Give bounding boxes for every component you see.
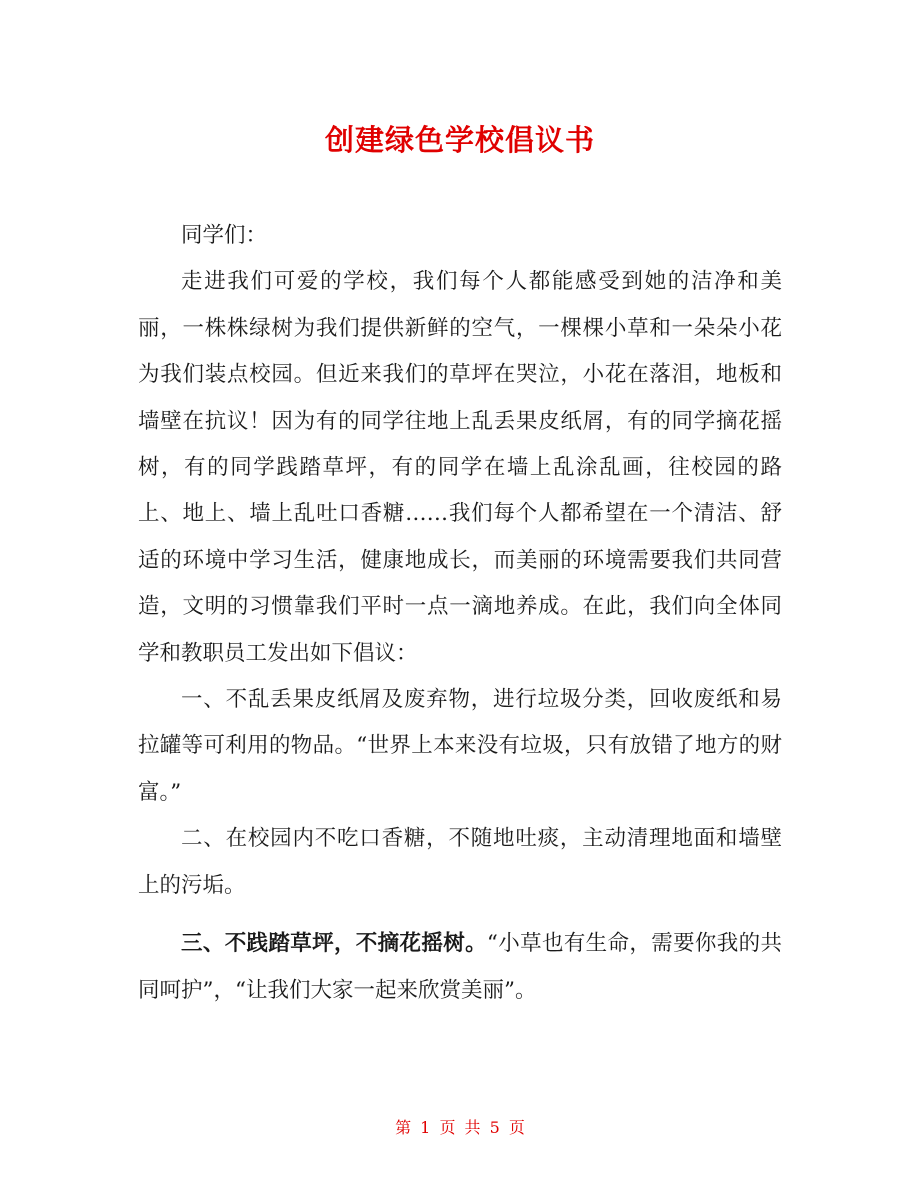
paragraph-item-2: 二、在校园内不吃口香糖，不随地吐痰，主动清理地面和墙壁上的污垢。 (138, 826, 782, 898)
paragraph-item-3-heading: 三、不践踏草坪，不摘花摇树。 (181, 931, 487, 957)
paragraph-item-3 (138, 921, 782, 1014)
paragraph-intro: 走进我们可爱的学校，我们每个人都能感受到她的洁净和美丽，一株株绿树为我们提供新鲜的空气，一棵棵小草和一朵朵小花为我们装点校园。但近来我们的草坪在哭泣，小花在落泪，地板和墙壁在抗议！因为有的同学往地上乱丢果皮纸屑，有的同学摘花摇树，有的同学践踏草坪，有的同学在墙上乱涂乱画，往校园的路上、地上、墙上乱吐口香糖……我们每个人都希望在一个清洁、舒适的环境中学习生活，健康地成长，而美丽的环境需要我们共同营造，文明的习惯靠我们平时一点一滴地养成。在此，我们向全体同学和教职员工发出如下倡议： (138, 269, 782, 666)
greeting: 同学们： (181, 223, 268, 248)
page-indicator: 第 1 页 共 5 页 (395, 1118, 525, 1137)
document-body (138, 213, 782, 1014)
document-title: 创建绿色学校倡议书 (324, 123, 595, 157)
paragraph-item-3-text: “小草也有生命，需要你我的共同呵护”，“让我们大家一起来欣赏美丽”。 (138, 931, 782, 1003)
paragraph-item-1: 一、不乱丢果皮纸屑及废弃物，进行垃圾分类，回收废纸和易拉罐等可利用的物品。“世界上本来没有垃圾，只有放错了地方的财富。” (138, 687, 782, 805)
